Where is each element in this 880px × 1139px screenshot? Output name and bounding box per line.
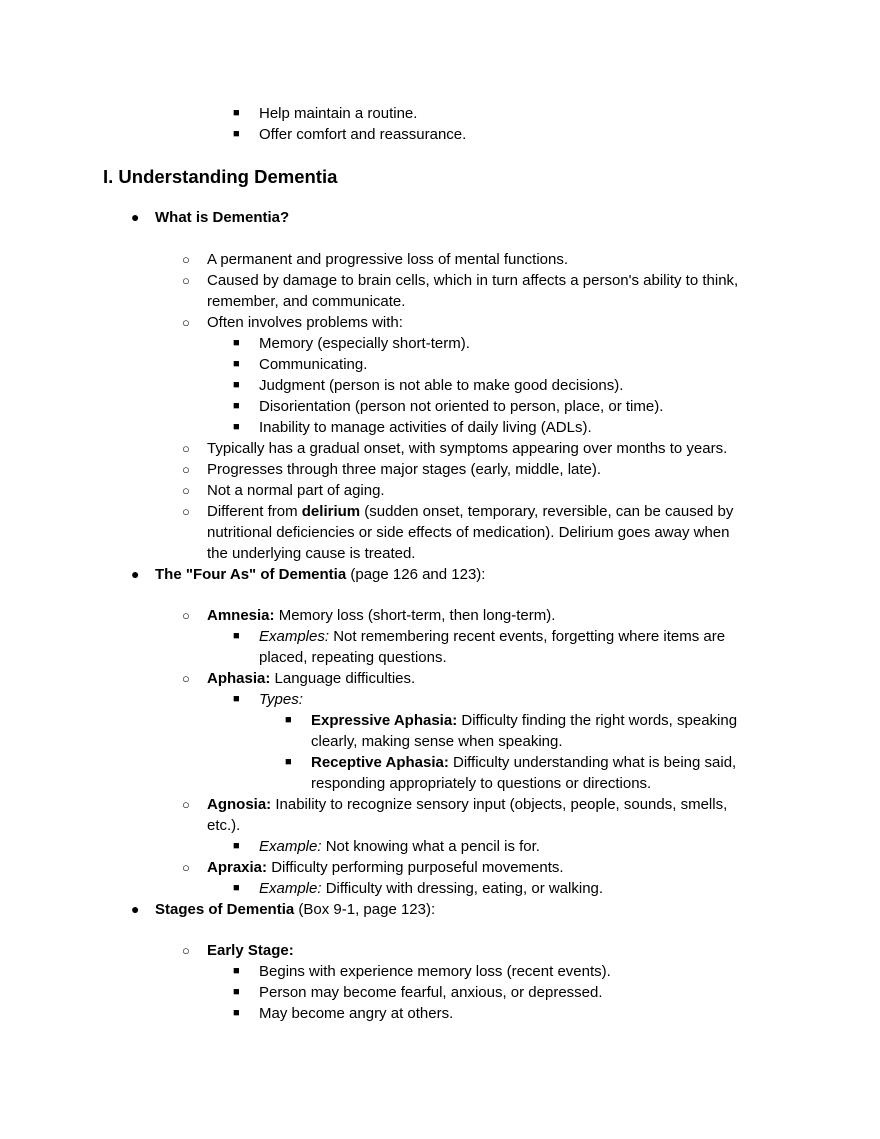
list-item: Receptive Aphasia: Difficulty understanding what is being said,: [311, 754, 737, 771]
list-item: Often involves problems with:: [207, 314, 403, 331]
circle-bullet: ○: [182, 441, 190, 456]
circle-bullet: ○: [182, 483, 190, 498]
subsection-title: What is Dementia?: [155, 209, 290, 226]
list-item: Expressive Aphasia: Difficulty finding the right words, speaking: [311, 712, 738, 729]
square-bullet: ■: [233, 693, 240, 705]
circle-bullet: ○: [182, 943, 190, 958]
list-item: Disorientation (person not oriented to person, place, or time).: [259, 398, 664, 415]
circle-bullet: ○: [182, 608, 190, 623]
subsection-title: The "Four As" of Dementia (page 126 and 123):: [155, 566, 486, 583]
list-item-continuation: clearly, making sense when speaking.: [311, 733, 563, 750]
circle-bullet: ○: [182, 462, 190, 477]
list-item-continuation: responding appropriately to questions or directions.: [311, 775, 652, 792]
list-item: Different from delirium (sudden onset, temporary, reversible, can be caused by: [207, 503, 734, 520]
bullet: ●: [131, 209, 140, 225]
list-item: Amnesia: Memory loss (short-term, then long-term).: [207, 607, 556, 624]
list-item: Apraxia: Difficulty performing purposeful movements.: [207, 859, 564, 876]
list-item: Agnosia: Inability to recognize sensory input (objects, people, sounds, smells,: [207, 796, 728, 813]
list-item: Typically has a gradual onset, with symptoms appearing over months to years.: [207, 440, 728, 457]
list-item: Memory (especially short-term).: [259, 335, 470, 352]
square-bullet: ■: [233, 1007, 240, 1019]
list-item: Inability to manage activities of daily living (ADLs).: [259, 419, 592, 436]
square-bullet: ■: [233, 421, 240, 433]
subsection-title: Stages of Dementia (Box 9-1, page 123):: [155, 901, 436, 918]
square-bullet: ■: [233, 986, 240, 998]
list-item-continuation: placed, repeating questions.: [259, 649, 447, 666]
circle-bullet: ○: [182, 860, 190, 875]
square-bullet: ■: [285, 756, 292, 768]
square-bullet: ■: [233, 337, 240, 349]
square-bullet: ■: [233, 965, 240, 977]
circle-bullet: ○: [182, 315, 190, 330]
square-bullet: ■: [233, 840, 240, 852]
square-bullet: ■: [233, 107, 240, 119]
square-bullet: ■: [233, 882, 240, 894]
list-item: Offer comfort and reassurance.: [259, 126, 467, 143]
list-item: Example: Not knowing what a pencil is for.: [259, 838, 540, 855]
list-item: Communicating.: [259, 356, 368, 373]
square-bullet: ■: [233, 630, 240, 642]
list-item: Caused by damage to brain cells, which in turn affects a person's ability to think,: [207, 272, 739, 289]
section-heading: I. Understanding Dementia: [103, 166, 338, 187]
circle-bullet: ○: [182, 797, 190, 812]
list-item: Progresses through three major stages (early, middle, late).: [207, 461, 602, 478]
list-item: Begins with experience memory loss (recent events).: [259, 963, 611, 980]
list-item: A permanent and progressive loss of mental functions.: [207, 251, 569, 268]
list-item-continuation: the underlying cause is treated.: [207, 545, 416, 562]
list-item: Person may become fearful, anxious, or depressed.: [259, 984, 603, 1001]
list-item: Aphasia: Language difficulties.: [207, 670, 416, 687]
circle-bullet: ○: [182, 252, 190, 267]
list-item: Help maintain a routine.: [259, 105, 418, 122]
list-item: Judgment (person is not able to make good decisions).: [259, 377, 624, 394]
list-item: May become angry at others.: [259, 1005, 454, 1022]
list-item: Not a normal part of aging.: [207, 482, 385, 499]
square-bullet: ■: [233, 379, 240, 391]
bullet: ●: [131, 566, 140, 582]
bullet: ●: [131, 901, 140, 917]
list-item-continuation: remember, and communicate.: [207, 293, 406, 310]
circle-bullet: ○: [182, 504, 190, 519]
list-item: Early Stage:: [207, 942, 294, 959]
square-bullet: ■: [285, 714, 292, 726]
list-item: Examples: Not remembering recent events, forgetting where items are: [259, 628, 726, 645]
list-item: Example: Difficulty with dressing, eating, or walking.: [259, 880, 604, 897]
circle-bullet: ○: [182, 273, 190, 288]
square-bullet: ■: [233, 358, 240, 370]
square-bullet: ■: [233, 128, 240, 140]
circle-bullet: ○: [182, 671, 190, 686]
square-bullet: ■: [233, 400, 240, 412]
list-item-continuation: nutritional deficiencies or side effects of medication). Delirium goes away when: [207, 524, 730, 541]
list-item-continuation: etc.).: [207, 817, 241, 834]
list-item: Types:: [259, 691, 303, 708]
